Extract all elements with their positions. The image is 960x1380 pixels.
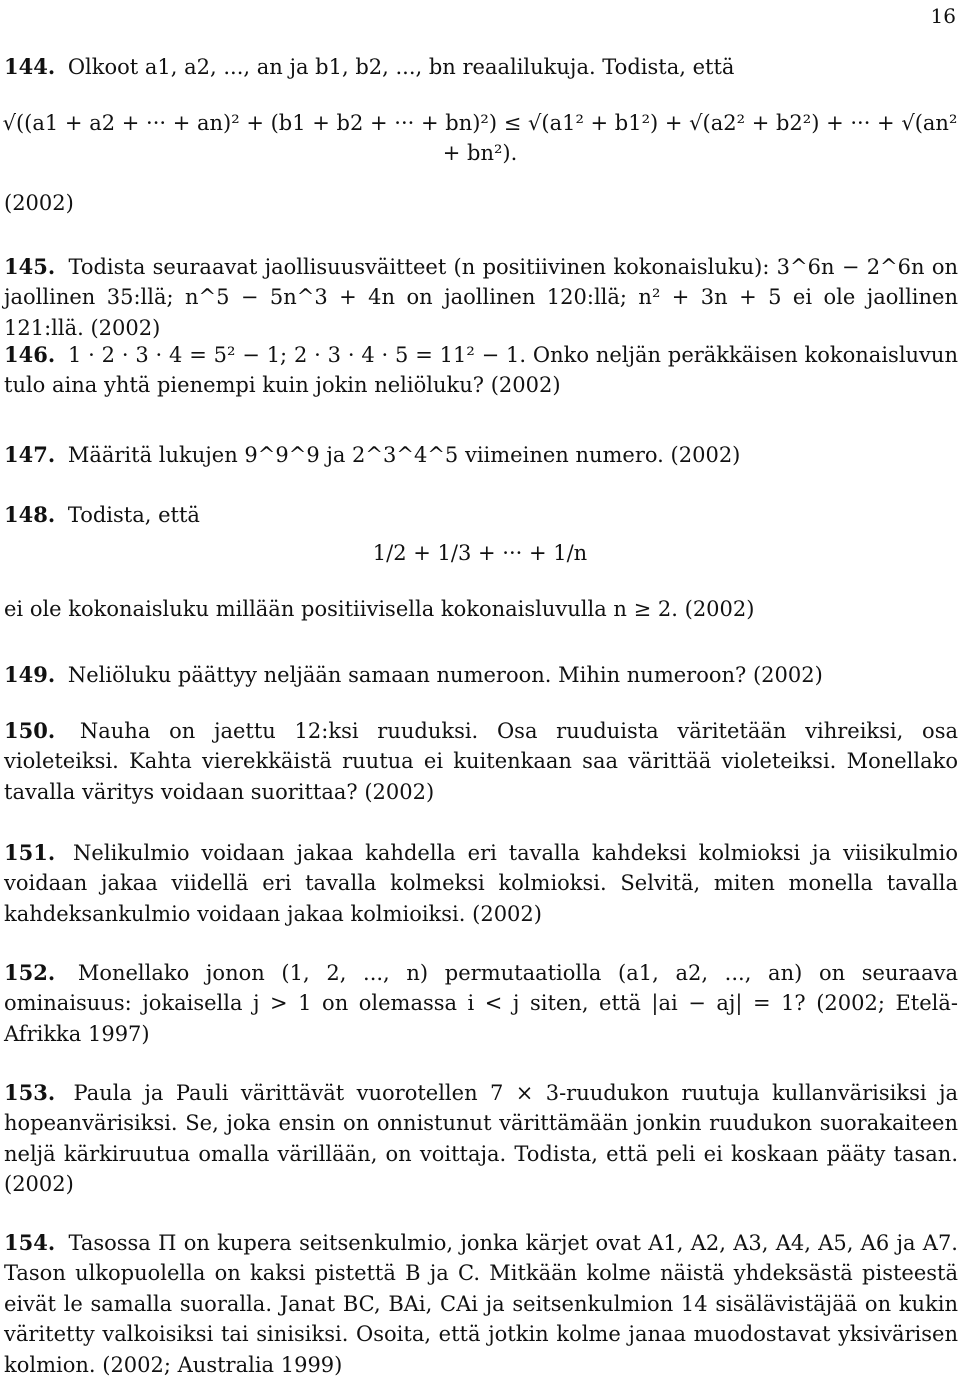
problem-149: [4, 660, 958, 690]
year: (2002): [490, 373, 561, 398]
problem-number: 144.: [4, 54, 56, 79]
problem-144: [4, 52, 958, 82]
problem-number: 148.: [4, 502, 56, 527]
equation: 1/2 + 1/3 + ··· + 1/n: [372, 541, 588, 565]
problem-number: 150.: [4, 718, 56, 743]
year: (2002; Australia 1999): [102, 1352, 343, 1377]
problem-number: 145.: [4, 254, 56, 279]
problem-148: [4, 500, 958, 530]
problem-text: Nelikulmio voidaan jakaa kahdella eri tavalla kahdeksi kolmioksi ja viisikulmio voidaan jakaa viidellä eri tavalla kolmeksi kolmioksi. Selvitä, miten monella tavalla kahdeksankulmio voidaan jakaa kolmioiksi.: [4, 841, 958, 926]
problem-145: [4, 252, 958, 343]
problem-text-2: ei ole kokonaisluku millään positiivisella kokonaisluvulla n ≥ 2.: [4, 597, 678, 621]
problem-text: 1 · 2 · 3 · 4 = 5² − 1; 2 · 3 · 4 · 5 = 11² − 1. Onko neljän peräkkäisen kokonaisluvun tulo aina yhtä pienempi kuin jokin neliöluku?: [4, 343, 958, 398]
problem-text: Todista seuraavat jaollisuusväitteet (n positiivinen kokonaisluku): 3^6n − 2^6n on jaollinen 35:llä; n^5 − 5n^3 + 4n on jaollinen 120:llä; n² + 3n + 5 ei ole jaollinen 121:llä.: [4, 255, 958, 340]
year: (2002): [670, 443, 741, 467]
problem-150: [4, 716, 958, 807]
problem-151: [4, 838, 958, 929]
year: (2002): [364, 779, 435, 804]
year: (2002): [752, 663, 823, 687]
problem-text: Neliöluku päättyy neljään samaan numeroon. Mihin numeroon?: [67, 663, 747, 687]
year: (2002; Etelä-Afrikka 1997): [4, 991, 958, 1046]
problem-144-year: [4, 188, 958, 218]
problem-147: [4, 440, 958, 470]
problem-number: 146.: [4, 342, 56, 367]
problem-text: Tasossa Π on kupera seitsenkulmio, jonka kärjet ovat A1, A2, A3, A4, A5, A6 ja A7. Tason ulkopuolella on kaksi pistettä B ja C. Mitkään kolme näistä yhdeksästä pisteestä eivät le samalla suoralla. Janat BC, BAi, CAi ja seitsenkulmion 14 sisälävistäjää on kukin väritetty valkoisiksi tai sinisiksi. Osoita, että jotkin kolme janaa muodostavat yksivärisen kolmion.: [4, 1231, 958, 1377]
problem-number: 153.: [4, 1080, 56, 1105]
problem-text: Monellako jonon (1, 2, ..., n) permutaatiolla (a1, a2, ..., an) on seuraava ominaisuus: jokaisella j > 1 on olemassa i < j siten, että |ai − aj| = 1?: [4, 961, 958, 1016]
problem-text: Olkoot a1, a2, ..., an ja b1, b2, ..., bn reaalilukuja. Todista, että: [67, 55, 735, 79]
equation: √((a1 + a2 + ··· + an)² + (b1 + b2 + ··· + bn)²) ≤ √(a1² + b1²) + √(a2² + b2²) + ··· + √(an² + bn²).: [2, 111, 958, 166]
year: (2002): [4, 191, 74, 215]
display-equation-144: [0, 108, 960, 169]
problem-text: Määritä lukujen 9^9^9 ja 2^3^4^5 viimeinen numero.: [67, 443, 664, 467]
problem-text: Todista, että: [67, 503, 200, 527]
year: (2002): [90, 315, 161, 340]
problem-number: 149.: [4, 662, 56, 687]
problem-148-cont: [4, 594, 958, 624]
problem-146: [4, 340, 958, 401]
problem-number: 152.: [4, 960, 56, 985]
problem-153: [4, 1078, 958, 1200]
display-equation-148: [0, 538, 960, 568]
year: (2002): [4, 1172, 74, 1197]
problem-154: [4, 1228, 958, 1380]
problem-number: 154.: [4, 1230, 56, 1255]
problem-text: Nauha on jaettu 12:ksi ruuduksi. Osa ruuduista väritetään vihreiksi, osa violeteiksi. Kahta vierekkäistä ruutua ei kuitenkaan saa värittää violeteiksi. Monellako tavalla väritys voidaan suorittaa?: [4, 719, 958, 804]
problem-number: 151.: [4, 840, 56, 865]
problem-number: 147.: [4, 442, 56, 467]
year: (2002): [684, 597, 755, 621]
page-number: 16: [930, 4, 956, 28]
problem-text: Paula ja Pauli värittävät vuorotellen 7 × 3-ruudukon ruutuja kullanvärisiksi ja hopeanvärisiksi. Se, joka ensin on onnistunut värittämään jonkin ruudukon suorakaiteen neljä kärkiruutua omalla värillään, on voittaja. Todista, että peli ei koskaan pääty tasan.: [4, 1081, 958, 1166]
year: (2002): [472, 901, 542, 926]
problem-152: [4, 958, 958, 1049]
